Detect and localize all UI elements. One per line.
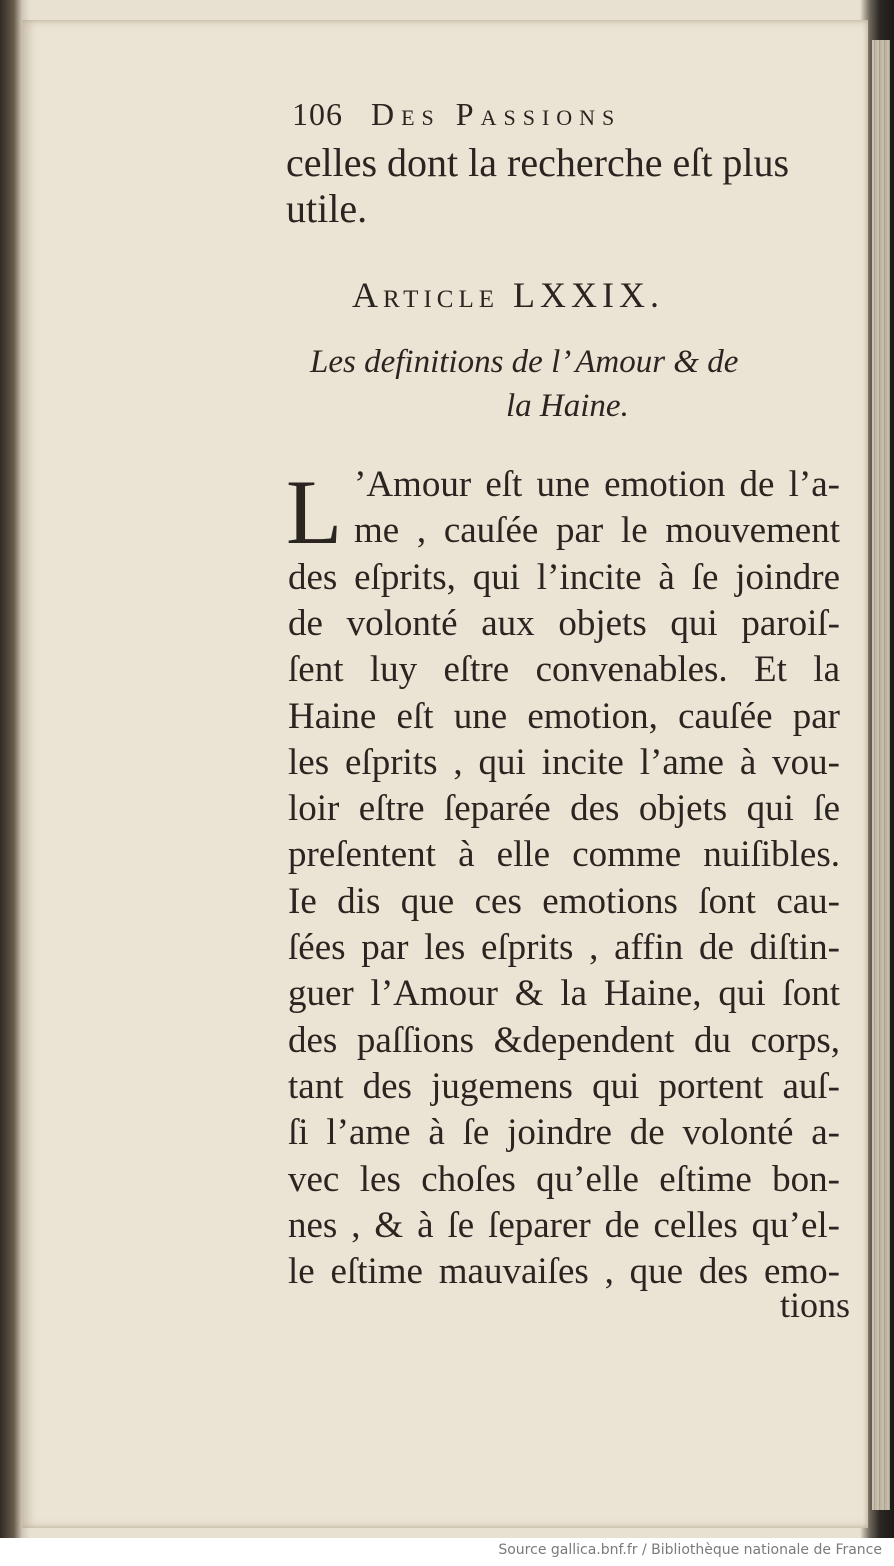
running-title: Des Passions: [371, 96, 622, 132]
body-line: nes , & à ſe ſeparer de celles qu’el-: [288, 1205, 840, 1246]
body-line: de volonté aux objets qui paroiſ-: [288, 603, 840, 644]
body-line: le eſtime mauvaiſes , que des emo-: [288, 1251, 840, 1292]
source-credit: Source gallica.bnf.fr / Bibliothèque nationale de France: [498, 1542, 882, 1558]
body-line: tant des jugemens qui portent auſ-: [288, 1066, 840, 1107]
body-line: ſent luy eſtre convenables. Et la: [288, 649, 840, 690]
body-line: Haine eſt une emotion, cauſée par: [288, 696, 840, 737]
body-line: me , cauſée par le mouvement: [354, 510, 840, 551]
body-line: vec les choſes qu’elle eſtime bon-: [288, 1159, 840, 1200]
body-line: des paſſions &dependent du corps,: [288, 1020, 840, 1061]
body-line: les eſprits , qui incite l’ame à vou-: [288, 742, 840, 783]
body-line: des eſprits, qui l’incite à ſe joindre: [288, 557, 840, 598]
running-header: [292, 96, 752, 133]
page-edges: [872, 40, 890, 1510]
body-line: Ie dis que ces emotions ſont cau-: [288, 881, 840, 922]
article-subtitle-line-1: Les definitions de l’ Amour & de: [310, 344, 739, 380]
opening-line-1: celles dont la recherche eſt plus: [286, 140, 790, 185]
catchword: tions: [780, 1285, 851, 1325]
body-line: ’Amour eſt une emotion de l’a-: [354, 464, 840, 505]
body-line: guer l’Amour & la Haine, qui ſont: [288, 973, 840, 1014]
article-subtitle-line-2: la Haine.: [506, 388, 629, 424]
body-line: ſées par les eſprits , affin de diſtin-: [288, 927, 840, 968]
article-heading: Article LXXIX.: [352, 275, 664, 315]
body-line: loir eſtre ſeparée des objets qui ſe: [288, 788, 840, 829]
opening-line-2: utile.: [286, 186, 368, 231]
drop-cap: L: [286, 461, 343, 563]
body-line: ſi l’ame à ſe joindre de volonté a-: [288, 1112, 840, 1153]
page-number: 106: [292, 96, 343, 132]
body-line: preſentent à elle comme nuiſibles.: [288, 834, 840, 875]
footer-bar: [0, 1538, 894, 1566]
